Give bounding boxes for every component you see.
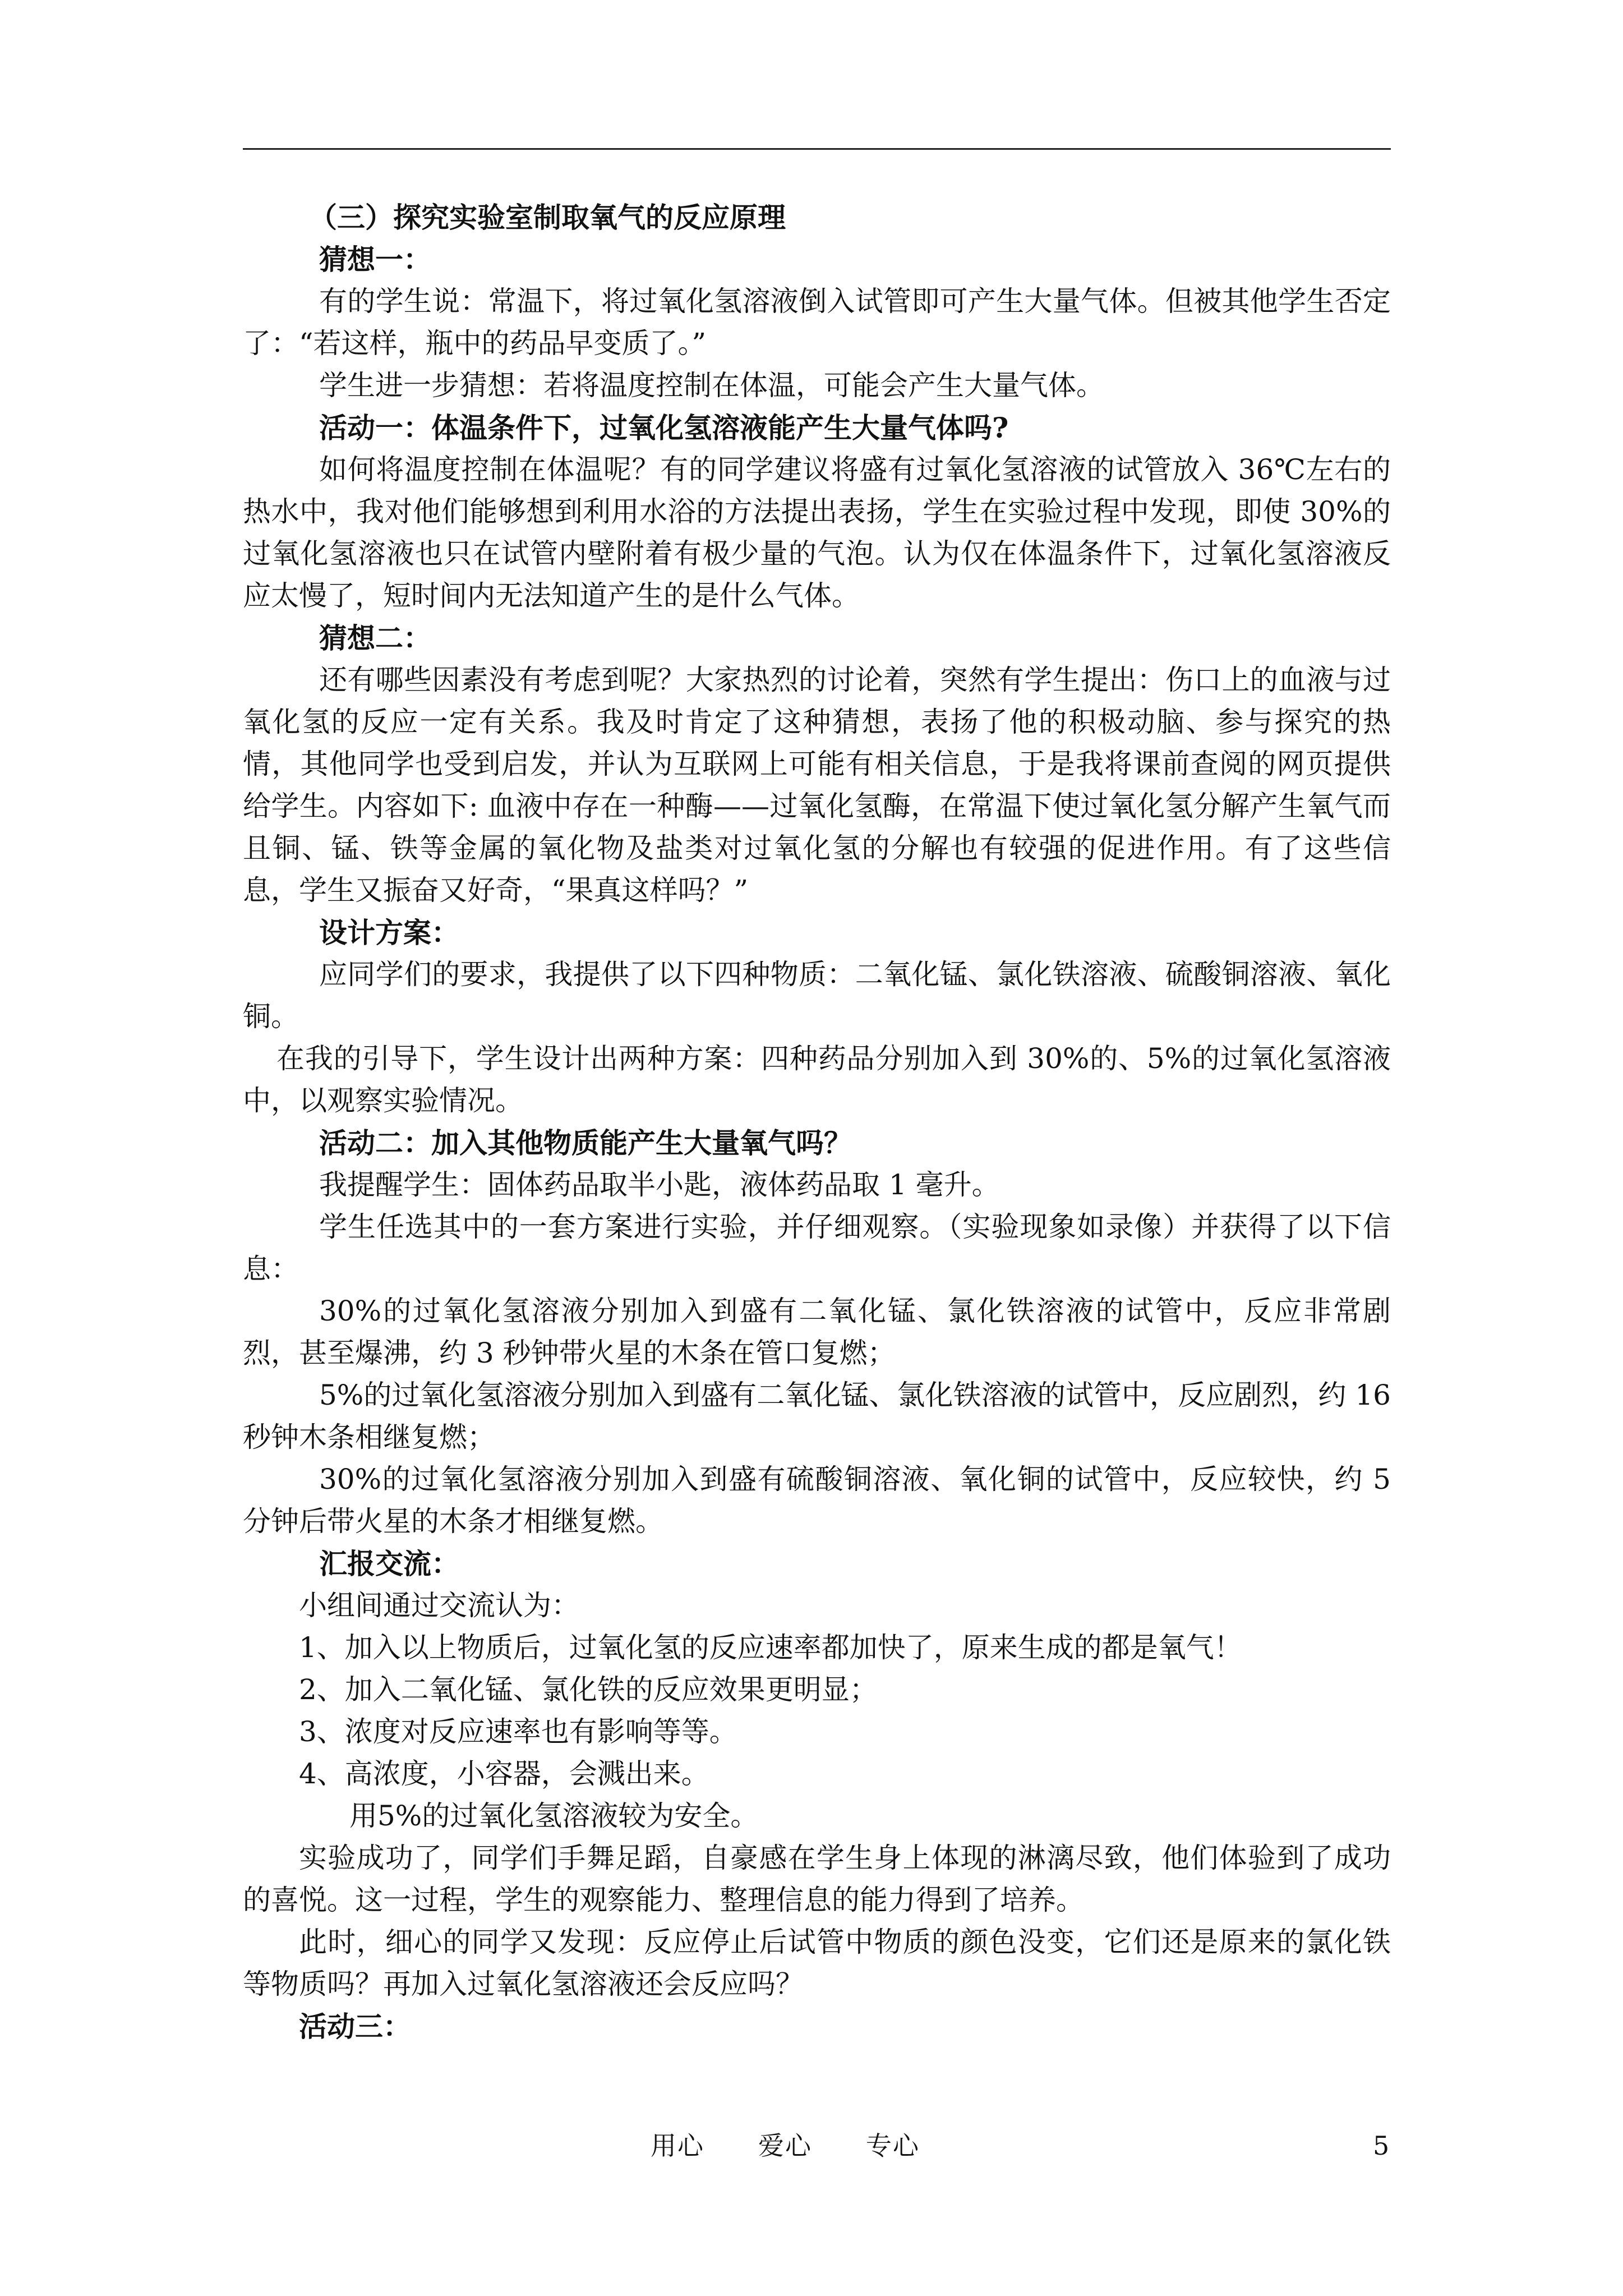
report-heading: 汇报交流： xyxy=(319,1547,459,1580)
report-item-1: 1、加入以上物质后，过氧化氢的反应速率都加快了，原来生成的都是氧气！ xyxy=(299,1631,1242,1664)
activity1-paragraph: 如何将温度控制在体温呢？有的同学建议将盛有过氧化氢溶液的试管放入 36℃左右的热水中，我对他们能够想到利用水浴的方法提出表扬，学生在实验过程中发现，即使 30%的过氧化氢溶液也只在试管内壁附着有极少量的气泡。认为仅在体温条件下，过氧化氢溶液反应太慢了，短时间内无法知道产生的是什么气体。 xyxy=(243,453,1391,612)
activity2-heading: 活动二：加入其他物质能产生大量氧气吗？ xyxy=(319,1126,852,1159)
guess1-heading: 猜想一： xyxy=(319,243,431,276)
activity2-paragraph-3: 30%的过氧化氢溶液分别加入到盛有二氧化锰、氯化铁溶液的试管中，反应非常剧烈，甚至爆沸，约 3 秒钟带火星的木条在管口复燃； xyxy=(243,1295,1391,1369)
page-number: 5 xyxy=(1373,2131,1390,2161)
guess2-heading: 猜想二： xyxy=(319,622,431,655)
guess1-paragraph-2: 学生进一步猜想：若将温度控制在体温，可能会产生大量气体。 xyxy=(319,369,1104,402)
activity2-paragraph-4: 5%的过氧化氢溶液分别加入到盛有二氧化锰、氯化铁溶液的试管中，反应剧烈，约 16 秒钟木条相继复燃； xyxy=(243,1379,1391,1453)
activity2-paragraph-5: 30%的过氧化氢溶液分别加入到盛有硫酸铜溶液、氧化铜的试管中，反应较快，约 5 分钟后带火星的木条才相继复燃。 xyxy=(243,1463,1391,1538)
activity1-heading: 活动一：体温条件下，过氧化氢溶液能产生大量气体吗? xyxy=(319,411,1009,444)
report-safe-note: 用5%的过氧化氢溶液较为安全。 xyxy=(349,1800,759,1832)
section-title: （三）探究实验室制取氧气的反应原理 xyxy=(309,201,786,234)
design-paragraph-2: 在我的引导下，学生设计出两种方案：四种药品分别加入到 30%的、5%的过氧化氢溶液中，以观察实验情况。 xyxy=(243,1042,1391,1117)
report-intro: 小组间通过交流认为： xyxy=(299,1589,579,1622)
footer-motto: 用心 爱心 专心 xyxy=(651,2131,920,2161)
report-item-3: 3、浓度对反应速率也有影响等等。 xyxy=(299,1715,737,1748)
activity2-paragraph-2: 学生任选其中的一套方案进行实验，并仔细观察。（实验现象如录像）并获得了以下信息： xyxy=(243,1211,1391,1285)
design-heading: 设计方案： xyxy=(319,916,459,949)
report-item-4: 4、高浓度，小容器，会溅出来。 xyxy=(299,1757,709,1790)
guess2-paragraph: 还有哪些因素没有考虑到呢？大家热烈的讨论着，突然有学生提出：伤口上的血液与过氧化氢的反应一定有关系。我及时肯定了这种猜想，表扬了他的积极动脑、参与探究的热情，其他同学也受到启发，并认为互联网上可能有相关信息，于是我将课前查阅的网页提供给学生。内容如下: 血液中存在一种酶——过氧化氢酶，在常温下使过氧化氢分解产生氧气而且铜、锰、铁等金属的氧化物及盐类对过氧化氢的分解也有较强的促进作用。有了这些信息，学生又振奋又好奇，“果真这样吗？” xyxy=(243,664,1391,907)
guess1-paragraph-1: 有的学生说：常温下，将过氧化氢溶液倒入试管即可产生大量气体。但被其他学生否定了：“若这样，瓶中的药品早变质了。” xyxy=(243,285,1391,360)
report-paragraph-2: 此时，细心的同学又发现：反应停止后试管中物质的颜色没变，它们还是原来的氯化铁等物质吗？再加入过氧化氢溶液还会反应吗？ xyxy=(243,1926,1391,2000)
activity2-paragraph-1: 我提醒学生：固体药品取半小匙，液体药品取 1 毫升。 xyxy=(319,1168,1000,1201)
document-body xyxy=(243,196,1391,2047)
activity3-heading: 活动三： xyxy=(299,2010,411,2043)
header-rule xyxy=(243,148,1391,150)
report-paragraph-1: 实验成功了，同学们手舞足蹈，自豪感在学生身上体现的淋漓尽致，他们体验到了成功的喜悦。这一过程，学生的观察能力、整理信息的能力得到了培养。 xyxy=(243,1842,1391,1916)
report-item-2: 2、加入二氧化锰、氯化铁的反应效果更明显； xyxy=(299,1673,878,1706)
design-paragraph-1: 应同学们的要求，我提供了以下四种物质：二氧化锰、氯化铁溶液、硫酸铜溶液、氧化铜。 xyxy=(243,958,1391,1033)
